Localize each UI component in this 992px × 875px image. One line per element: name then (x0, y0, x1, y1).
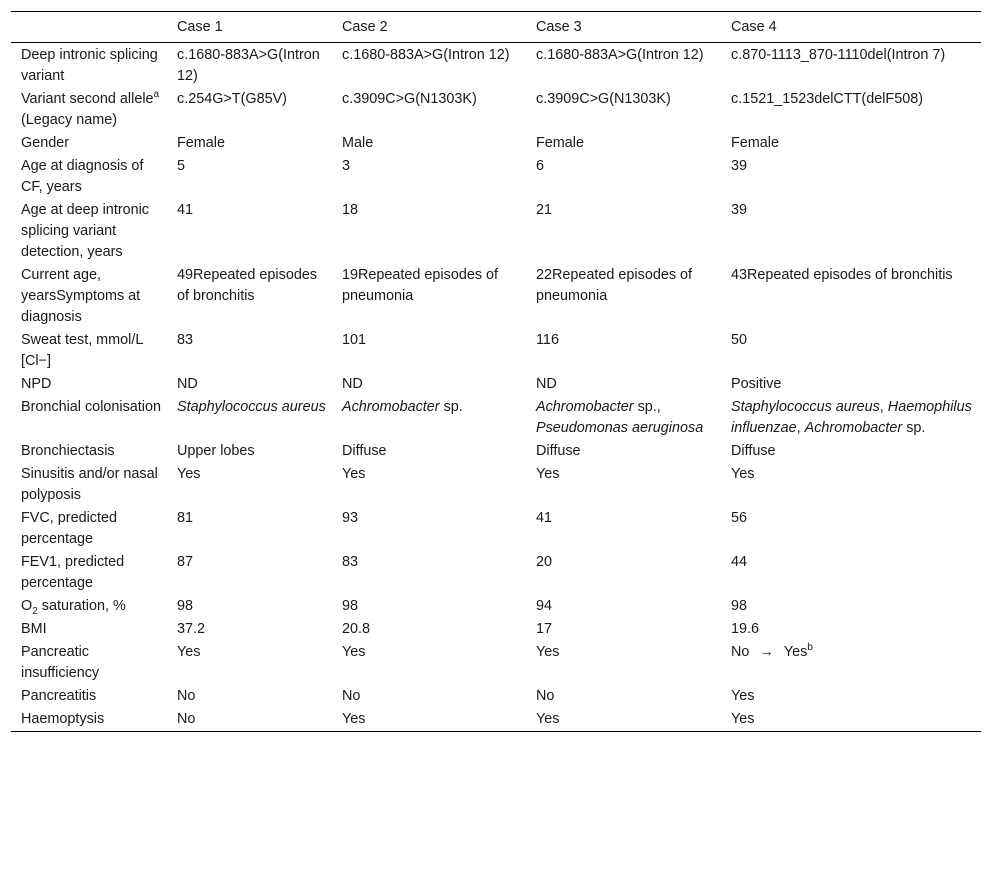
organism-name: Achromobacter (536, 399, 634, 415)
table-row (11, 329, 981, 373)
row-label-text: (Legacy name) (21, 112, 117, 128)
cell-case-1: 5 (177, 158, 186, 174)
cell-case-2: Yes (342, 466, 366, 482)
row-label: FEV1, predicted percentage (21, 554, 125, 591)
cell-case-4: c.870-1113_870-1110del(Intron 7) (731, 47, 946, 63)
cell-case-4: 44 (731, 554, 748, 570)
cell-case-4: Positive (731, 376, 782, 392)
clinical-cases-table (11, 11, 981, 732)
header-case-3: Case 3 (536, 19, 582, 35)
cell-case-1: Female (177, 135, 225, 151)
cell-case-1: 87 (177, 554, 194, 570)
cell-case-2: Male (342, 135, 374, 151)
organism-name: Staphylococcus aureus (177, 399, 326, 415)
table-row (11, 618, 981, 641)
table-body (11, 43, 981, 732)
cell-case-4: Yes (731, 711, 755, 727)
cell-case-3: No (536, 688, 555, 704)
cell-case-1: 41 (177, 202, 194, 218)
table-row (11, 264, 981, 329)
cell-case-2: c.1680-883A>G(Intron 12) (342, 47, 510, 63)
cell-case-3: Yes (536, 466, 560, 482)
row-label: Pancreatic insufficiency (21, 644, 100, 681)
cell-case-1: c.1680-883A>G(Intron 12) (177, 47, 320, 84)
cell-case-4: Female (731, 135, 779, 151)
cell-case-3 (526, 396, 721, 440)
cell-case-3: 94 (536, 598, 553, 614)
header-case-1: Case 1 (177, 19, 223, 35)
header-blank (11, 12, 167, 43)
table-row (11, 396, 981, 440)
row-label-text: O (21, 598, 33, 614)
cell-case-1: Upper lobes (177, 443, 255, 459)
organism-suffix: sp., (633, 399, 661, 415)
cell-case-1: 98 (177, 598, 194, 614)
cell-case-2: 20.8 (342, 621, 371, 637)
cell-case-4: Diffuse (731, 443, 776, 459)
row-label-text: Variant second allele (21, 91, 154, 107)
cell-case-2: 83 (342, 554, 359, 570)
table-header (11, 12, 981, 43)
cell-case-1: 37.2 (177, 621, 206, 637)
row-label: Sweat test, mmol/L [Cl−] (21, 332, 143, 369)
row-label: Gender (21, 135, 69, 151)
table-row (11, 88, 981, 132)
organism-name: Achromobacter (804, 420, 903, 436)
cell-case-1: No (177, 688, 196, 704)
cell-case-4: 39 (731, 202, 748, 218)
cell-case-3: Female (536, 135, 584, 151)
table-row (11, 641, 981, 685)
table-container (11, 11, 981, 732)
footnote-b: b (807, 642, 813, 654)
subscript-2: 2 (32, 605, 38, 617)
cell-case-1: c.254G>T(G85V) (177, 91, 287, 107)
cell-case-3: 41 (536, 510, 553, 526)
row-label: Age at diagnosis of CF, years (21, 158, 144, 195)
cell-case-2: No (342, 688, 361, 704)
cell-case-2: 93 (342, 510, 359, 526)
row-label: Sinusitis and/or nasal polyposis (21, 466, 158, 503)
organism-suffix: sp. (439, 399, 463, 415)
table-row (11, 199, 981, 264)
table-row (11, 708, 981, 732)
cell-case-3: 6 (536, 158, 545, 174)
row-label: Age at deep intronic splicing variant detection, years (21, 202, 150, 260)
cell-case-4: 19.6 (731, 621, 760, 637)
cell-case-1: Yes (177, 644, 201, 660)
cell-case-3: 20 (536, 554, 553, 570)
organism-name: Haemophilus influenzae (731, 399, 972, 436)
cell-case-4: Yes (731, 466, 755, 482)
organism-name: Staphylococcus aureus (731, 399, 880, 415)
header-case-4: Case 4 (731, 19, 777, 35)
cell-case-3: Yes (536, 711, 560, 727)
row-label: Bronchial colonisation (21, 399, 161, 415)
organism-name: Achromobacter (342, 399, 440, 415)
table-row (11, 551, 981, 595)
cell-case-4 (721, 396, 981, 440)
cell-case-1: Yes (177, 466, 201, 482)
cell-case-4: 56 (731, 510, 748, 526)
cell-case-2: 101 (342, 332, 367, 348)
separator: , (879, 399, 888, 415)
row-label (11, 88, 167, 132)
cell-case-4: Yes (731, 688, 755, 704)
footnote-a: a (153, 89, 160, 101)
cell-case-1: 83 (177, 332, 194, 348)
row-label: NPD (21, 376, 52, 392)
header-case-2: Case 2 (342, 19, 388, 35)
row-label: BMI (21, 621, 47, 637)
cell-case-2: 18 (342, 202, 359, 218)
cell-case-2: ND (342, 376, 363, 392)
cell-case-4 (721, 641, 981, 685)
row-label-text: saturation, % (37, 598, 126, 614)
cell-case-3: c.1680-883A>G(Intron 12) (536, 47, 704, 63)
cell-case-3: 116 (536, 332, 559, 348)
organism-name: Pseudomonas aeruginosa (536, 420, 704, 436)
row-label: Current age, yearsSymptoms at diagnosis (21, 267, 141, 325)
cell-case-3: 17 (536, 621, 553, 637)
cell-case-2: Yes (342, 644, 366, 660)
row-label: Deep intronic splicing variant (21, 47, 158, 84)
cell-case-4: 98 (731, 598, 748, 614)
cell-case-1: ND (177, 376, 198, 392)
table-row (11, 507, 981, 551)
cell-case-3: Yes (536, 644, 560, 660)
cell-case-2: Yes (342, 711, 366, 727)
table-row (11, 43, 981, 89)
cell-case-3: c.3909C>G(N1303K) (536, 91, 671, 107)
cell-case-1: 81 (177, 510, 194, 526)
table-row (11, 373, 981, 396)
cell-case-4: c.1521_1523delCTT(delF508) (731, 91, 923, 107)
cell-case-2: 3 (342, 158, 351, 174)
cell-case-3: ND (536, 376, 557, 392)
row-label: Pancreatitis (21, 688, 97, 704)
cell-case-4: 43Repeated episodes of bronchitis (731, 267, 953, 283)
row-label: FVC, predicted percentage (21, 510, 117, 547)
cell-case-1 (167, 396, 332, 440)
cell-case-1: 49Repeated episodes of bronchitis (177, 267, 318, 304)
cell-case-2: 98 (342, 598, 359, 614)
organism-suffix: sp. (902, 420, 926, 436)
cell-case-3: Diffuse (536, 443, 581, 459)
table-row (11, 463, 981, 507)
pancreatic-from: No (731, 644, 750, 660)
separator: , (796, 420, 805, 436)
cell-case-2 (332, 396, 526, 440)
cell-case-4: 50 (731, 332, 748, 348)
pancreatic-to: Yes (783, 644, 808, 660)
row-label: Bronchiectasis (21, 443, 115, 459)
table-row (11, 595, 981, 618)
cell-case-3: 21 (536, 202, 553, 218)
cell-case-1: No (177, 711, 196, 727)
table-row (11, 132, 981, 155)
cell-case-2: c.3909C>G(N1303K) (342, 91, 477, 107)
cell-case-2: Diffuse (342, 443, 387, 459)
arrow-right-icon: → (759, 644, 774, 660)
cell-case-3: 22Repeated episodes of pneumonia (536, 267, 693, 304)
table-row (11, 155, 981, 199)
table-row (11, 440, 981, 463)
cell-case-4: 39 (731, 158, 748, 174)
header-row (11, 12, 981, 43)
row-label: Haemoptysis (21, 711, 105, 727)
table-row (11, 685, 981, 708)
cell-case-2: 19Repeated episodes of pneumonia (342, 267, 499, 304)
row-label (11, 595, 167, 618)
